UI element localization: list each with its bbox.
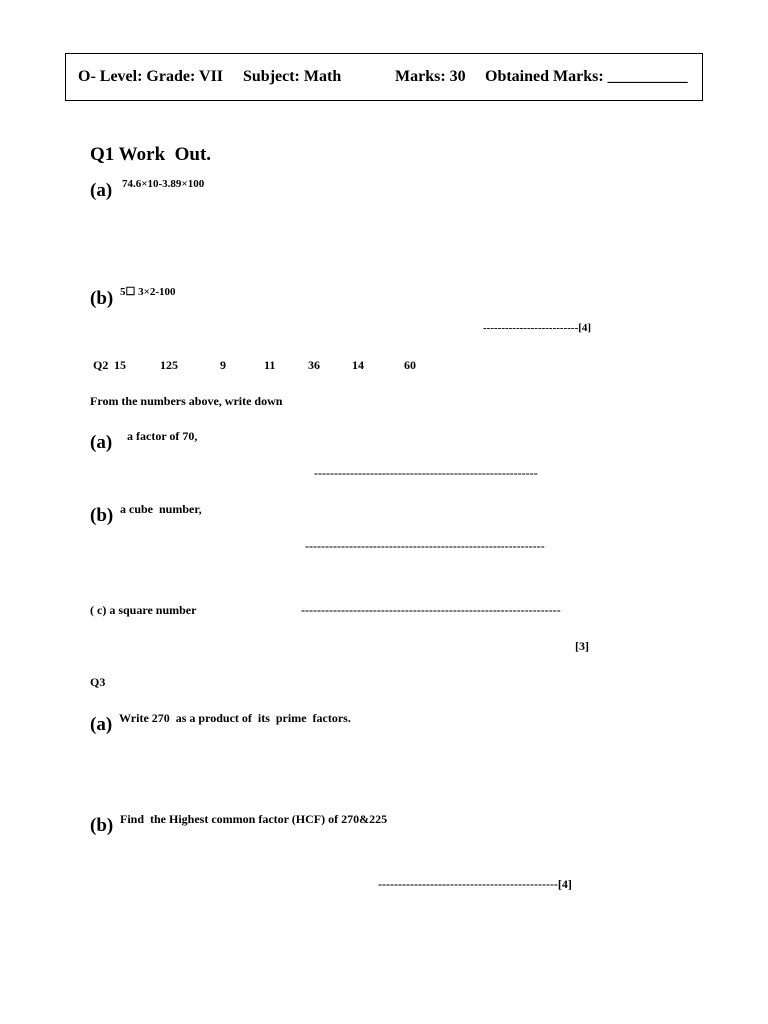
q2-c-text: ( c) a square number	[90, 603, 197, 617]
q2-b-text: a cube number,	[120, 502, 202, 516]
q2-number: 60	[404, 358, 416, 372]
marks: Marks: 30	[395, 68, 466, 85]
level-grade: O- Level: Grade: VII	[78, 68, 224, 85]
q2-number: 9	[220, 358, 226, 372]
q2-b-label: (b)	[90, 505, 114, 526]
q3-b-label: (b)	[90, 815, 114, 836]
q1-a-label: (a)	[90, 180, 113, 201]
q2-b-answer-line: ------------------------------------------------------------	[305, 539, 545, 553]
q3-a-text: Write 270 as a product of its prime factors.	[119, 711, 351, 725]
q1-b-label: (b)	[90, 288, 114, 309]
q2-number: 14	[352, 358, 364, 372]
q2-c-answer-line: -----------------------------------------------------------------	[301, 603, 561, 617]
q2-instruction: From the numbers above, write down	[90, 394, 283, 408]
q1-b-text: 5☐ 3×2-100	[120, 286, 176, 298]
q2-number: 36	[308, 358, 320, 372]
q2-number: 125	[160, 358, 178, 372]
q3-a-label: (a)	[90, 714, 113, 735]
q3-label: Q3	[90, 675, 106, 689]
subject: Subject: Math	[243, 68, 342, 85]
q1-title: Q1 Work Out.	[90, 144, 212, 165]
obtained-marks: Obtained Marks: __________	[485, 68, 688, 85]
q2-marks: [3]	[575, 639, 589, 653]
q2-a-label: (a)	[90, 432, 113, 453]
q2-number: 15	[114, 358, 126, 372]
q1-a-text: 74.6×10-3.89×100	[122, 178, 205, 190]
q2-a-answer-line: --------------------------------------------------------	[314, 466, 538, 480]
q3-answer-line: ---------------------------------------------[4]	[378, 877, 572, 891]
q2-number: 11	[264, 358, 276, 372]
q2-a-text: a factor of 70,	[127, 429, 198, 443]
q2-label: Q2	[93, 358, 109, 372]
q3-b-text: Find the Highest common factor (HCF) of 270&225	[120, 812, 388, 826]
q1-answer-line: --------------------------[4]	[483, 322, 592, 334]
